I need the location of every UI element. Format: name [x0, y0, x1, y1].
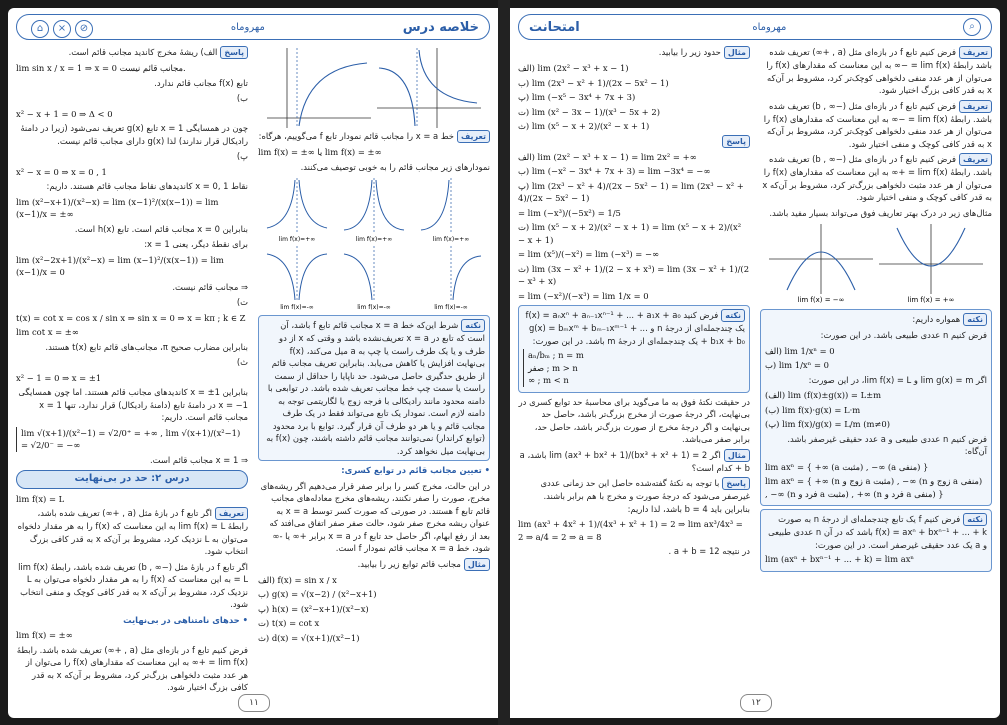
- graph-label-6: lim f(x)=-∞: [433, 304, 468, 311]
- parabola-graphs: [760, 222, 992, 306]
- example-item-4: ت) t(x) = cot x: [258, 618, 320, 628]
- example-text-right: حدود زیر را بیابید.: [658, 47, 721, 57]
- graph-cell-5: [339, 246, 409, 310]
- limit-item-4: ت) lim (x² − 3x − 1)/(x³ − 5x + 2): [518, 106, 660, 117]
- poly-case-2: صفر ; m > n: [528, 362, 578, 373]
- answer-text-11: بنابراین مضارب صحیح π، مجانب‌های قائم تابع t(x) هستند.: [45, 341, 248, 352]
- graph-cell-6: [416, 246, 486, 310]
- answer-text-14: ⇒ x = 1 مجانب قائم است.: [149, 454, 248, 465]
- note-box-right-1: [760, 309, 992, 506]
- example-tag: مثال: [464, 558, 490, 571]
- note-box: [258, 315, 490, 461]
- graph-cell-1: [262, 178, 332, 242]
- note-item-4: (ب) lim f(x)·g(x) = L·m: [765, 404, 861, 415]
- examples-intro: مثال‌های زیر در درک بهتر تعاریف فوق می‌تواند بسیار مفید باشد.: [769, 207, 992, 218]
- definition-math: lim f(x) = ±∞ یا lim f(x) = ±∞: [258, 147, 382, 157]
- graph-cell-3: [416, 178, 486, 242]
- example-text: مجانب قائم توابع زیر را بیابید.: [357, 558, 461, 569]
- note-title-right: همواره داریم:: [912, 314, 961, 324]
- answer-text-9: ⇒ مجانب قائم نیست.: [172, 281, 248, 292]
- lesson-math-2: lim f(x) = ±∞: [16, 630, 73, 640]
- answer-line-2: ب) lim (−x² − 3x⁴ + 7x + 3) = lim −3x⁴ = −∞: [518, 166, 711, 176]
- asymptote-graph-2: [267, 48, 371, 128]
- lesson-math-1: lim f(x) = L: [16, 493, 65, 504]
- example2-tag: مثال: [724, 449, 750, 462]
- poly-case-3: ∞ ; m < n: [528, 375, 569, 385]
- parabola-down-label: lim f(x) = −∞: [797, 296, 845, 304]
- graph-label-3: lim f(x)=+∞: [432, 236, 469, 243]
- note-item-5: (پ) lim f(x)/g(x) = L/m (m≠0): [765, 419, 891, 429]
- left-page-header: [16, 14, 490, 40]
- close-icon[interactable]: ×: [53, 20, 71, 38]
- answer-line-7: ث) lim (3x − x² + 1)/(2 − x + x³) = lim (3x − x² + 1)/(2 − x³ + x): [518, 263, 750, 286]
- lesson-def-text-2: اگر تابع f در بازهٔ مثل (−∞ , b) تعریف شده باشد، رابطهٔ lim f(x) = L به این معناست که f(x) را به هر مقدار دلخواه می‌توان به L نزدیک کرد، مشروط بر آن‌که x به قدر کافی کوچک و منفی انتخاب شود.: [18, 561, 248, 609]
- note2-tag: نکته: [963, 513, 987, 526]
- asymptote-graph-1: [377, 48, 481, 128]
- answer-math-6: t(x) = cot x = cos x / sin x ⇒ sin x = 0 ⇒ x = kπ ; k ∈ Z: [16, 312, 246, 323]
- brand-name: مهروماه: [230, 21, 265, 33]
- example-item-2: ب) g(x) = √(x−2) / (x²−x+1): [258, 589, 377, 599]
- example-item-3: پ) h(x) = (x²−x+1)/(x²−x): [258, 603, 369, 614]
- note-item-3: (الف) lim (f(x)±g(x)) = L±m: [765, 390, 882, 400]
- brand-name-right: مهروماه: [752, 21, 787, 33]
- intro-graphs: [258, 46, 490, 130]
- answer-math-4: lim (x²−x+1)/(x²−x) = lim (x−1)²/(x(x−1)) = lim (x−1)/x = ±∞: [16, 196, 219, 219]
- note-text-right-1: فرض کنیم n عددی طبیعی باشد. در این صورت:: [820, 330, 987, 340]
- note-box-right-2: [760, 509, 992, 572]
- example-item-1: الف) f(x) = sin x / x: [258, 574, 337, 585]
- lesson-def-text: اگر تابع f در بازهٔ مثل (a , +∞) تعریف شده باشد، رابطهٔ lim f(x) = L به این معناست که f(x) را به هر مقدار دلخواه می‌توان به L نزدیک کرد، مشروط بر آن‌که x به قدر کافی بزرگ انتخاب شود.: [17, 508, 248, 556]
- note2-math: lim (axⁿ + bxⁿ⁻¹ + ... + k) = lim axⁿ: [765, 554, 915, 564]
- subheading-infinite: • حدهای نامتناهی در بی‌نهایت: [123, 614, 248, 625]
- header-icons: [27, 16, 93, 38]
- def-text-3: فرض کنیم تابع f در بازه‌ای مثل (−∞ , b) تعریف شده باشد. رابطهٔ lim f(x) = +∞ به این معناست که مقدارهای f(x) را می‌توان از هر عدد مثبت دلخواهی بزرگ‌تر کرد، مشروط بر آن‌که x به قدر کافی کوچک و منفی اختیار شود.: [762, 154, 992, 202]
- def-text-1: فرض کنیم تابع f در بازه‌ای مثل (a , +∞) تعریف شده باشد رابطهٔ lim f(x) = −∞ به این معناست که مقدارهای f(x) را می‌توان از هر عدد منفی دلخواهی کوچک‌تر کرد، مشروط بر آن‌که x به قدر کافی بزرگ اختیار شود.: [766, 47, 992, 95]
- answer-tag-right: پاسخ: [722, 135, 750, 148]
- answer-text-2: تابع f(x) مجانب قائم ندارد.: [154, 77, 248, 88]
- lesson-def-text-3: فرض کنیم تابع f در بازه‌ای مثل (a , +∞) تعریف شده باشد. رابطهٔ lim f(x) = +∞ به این معناست که مقدارهای f(x) را می‌توان از هر عدد مثبت دلخواهی بزرگ‌تر کرد، مشروط بر آن‌که x به قدر کافی بزرگ اختیار شود.: [16, 644, 248, 692]
- answer2-math: lim (ax³ + 4x² + 1)/(4x³ + x² + 1) = 2 ⇒ lim ax³/4x³ = 2 ⇒ a/4 = 2 ⇒ a = 8: [518, 519, 743, 542]
- answer-line-6: = lim (x⁵)/(−x²) = lim (−x³) = −∞: [518, 249, 659, 259]
- definition-tag: تعریف: [457, 130, 490, 143]
- graph-cell-4: [262, 246, 332, 310]
- lesson-title-bar: درس ۲: حد در بی‌نهایت: [16, 470, 248, 489]
- def-text-2: فرض کنیم تابع f در بازه‌ای مثل (−∞ , b) تعریف شده باشد. رابطهٔ lim f(x) = −∞ به این معناست که مقدارهای f(x) را می‌توان از هر عدد منفی دلخواهی کوچک‌تر کرد، مشروط بر آن‌که x به قدر کافی کوچک و منفی اختیار شود.: [763, 100, 992, 149]
- parabola-down-graph: [769, 224, 873, 304]
- example-item-5: ث) d(x) = √(x+1)/(x²−1): [258, 632, 360, 643]
- note-text: شرط این‌که خط x = a مجانب قائم تابع f باشد، آن است که تابع در x = a تعریف‌نشده باشد و وقتی که x از دو طرف و یا یک طرف راست یا چپ به a میل می‌کند، f(x) بی‌نهایت افزایش یا کاهش می‌یابد. بنابراین تعریف مجانب قائم از طریق حدگیری حاصل می‌شود. حد ناپایا را حداقل از سمت راست یا سمت چپ خط مجانب تعریف شده باشد. در توابعی با دامنه محدود مانند رادیکالی با فرجه زوج یا لگاریتمی توجه به دامنه لازم است. نمودار یک تابع می‌تواند فقط در یک طرف مجانب قائم و یا هر دو طرف آن قرار گیرد. توابع با برد محدود (توابع کراندار) نمی‌توانند مجانب قائم داشته باشند، چون f(x) به بی‌نهایت میل نخواهد کرد.: [266, 320, 485, 456]
- search-icon[interactable]: ⌕: [963, 18, 981, 36]
- right-page-header: [518, 14, 992, 40]
- poly-note-tag: نکته: [721, 309, 745, 322]
- answer2-final: در نتیجه a + b = 12 .: [668, 546, 750, 556]
- note-text-right-3: فرض کنیم n عددی طبیعی و a عدد حقیقی غیرصفر باشد. آن‌گاه:: [787, 433, 987, 456]
- answer-text-6: نقاط x = 0, 1 کاندیدهای نقاط مجانب قائم هستند. داریم:: [46, 181, 248, 191]
- limit-item-2: ب) lim (2x³ − x² + 1)/(2x − 5x² − 1): [518, 77, 669, 88]
- answer2-tag: پاسخ: [722, 477, 750, 490]
- limit-item-5: ث) lim (x⁵ − x + 2)/(x² − x + 1): [518, 121, 650, 131]
- answer-math-1: lim sin x / x = 1 ⇒ x = 0 مجانب قائم نیست.: [16, 63, 186, 73]
- page-section-title: خلاصه درس: [402, 19, 479, 35]
- answer-line-8: = lim (−x²)/(−x³) = lim 1/x = 0: [518, 290, 649, 301]
- rational-text: در این حالت، مخرج کسر را برابر صفر قرار می‌دهیم اگر ریشه‌های مخرج، صورت را صفر نکنند، ریشه‌های مخرج معادله‌های مجانب قائم تابع f هستند. در صورتی که صورت کسر توسط x = a به عنوان ریشه مخرج صفر شود، حالت صفر صفر اتفاق می‌افتد که بعد از رفع ابهام، اگر حاصل حد تابع f در x = a برابر +∞ یا -∞ شود، خط x = a مجانب قائم نمودار f است.: [260, 480, 490, 553]
- answer-text-8: برای نقطهٔ دیگر، یعنی x = 1:: [144, 239, 248, 249]
- example2-text: اگر lim (ax³ + bx² + 1)/(bx³ + x² + 1) = 2 باشد، a + b کدام است؟: [519, 449, 750, 473]
- lesson-def-tag: تعریف: [215, 507, 248, 520]
- parabola-up-graph: [879, 224, 983, 304]
- answer-math-3: x² − x = 0 ⇒ x = 0 , 1: [16, 166, 107, 177]
- left-page: [8, 8, 498, 718]
- answer-text-10: ت): [236, 297, 248, 307]
- answer-text-7: بنابراین x = 0 مجانب قائم است. تابع h(x) است.: [74, 223, 248, 234]
- note-math-right-2: lim axⁿ = { +∞ (n زوج و a مثبت) , −∞ (n زوج و a منفی) , −∞ (n فرد و a مثبت) , +∞ (n فرد و a منفی) }: [765, 476, 983, 499]
- left-page-left-column: [16, 46, 248, 692]
- answer-line-3: پ) lim (2x³ − x² + 4)/(2x − 5x² − 1) = lim (2x³ − x² + 4)/(2x − 5x² − 1): [518, 180, 744, 203]
- answer-text-1: الف) ریشهٔ مخرج کاندید مجانب قائم است.: [68, 47, 218, 57]
- def-tag-2: تعریف: [959, 100, 992, 113]
- answer-line-4: = lim (−x³)/(−5x²) = 1/5: [518, 207, 621, 218]
- limit-item-3: پ) lim (−x⁵ − 3x⁴ + 7x + 3): [518, 92, 636, 102]
- page-number-left: ۱۱: [238, 694, 270, 712]
- answer-text-5: پ): [236, 151, 248, 161]
- book-spine: [498, 0, 510, 725]
- answer2-text: با توجه به نکتهٔ گفته‌شده حاصل این حد زمانی عددی غیرصفر می‌شود که درجهٔ صورت و مخرج با هم برابر باشند. بنابراین باید b = 4 باشد، لذا داریم:: [540, 478, 750, 514]
- header-page-title: امتحانت: [529, 19, 580, 35]
- answer-math-9: lim √(x+1)/(x²−1) = √2/0⁺ = +∞ , lim √(x+1)/(x²−1) = √2/0⁻ = −∞: [16, 427, 248, 452]
- def-tag-1: تعریف: [959, 46, 992, 59]
- left-page-right-column: [258, 46, 490, 666]
- answer-math-8: x² − 1 = 0 ⇒ x = ±1: [16, 372, 102, 383]
- six-graphs: [258, 176, 490, 312]
- answer-tag: پاسخ: [220, 46, 248, 59]
- cancel-icon[interactable]: ⊘: [75, 20, 93, 38]
- poly-note-text-2: در حقیقت نکتهٔ فوق به ما می‌گوید برای محاسبهٔ حد توابع کسری در بی‌نهایت، اگر درجهٔ صورت از مخرج بزرگ‌تر باشد، حاصل حد بی‌نهایت و اگر درجهٔ مخرج از صورت بزرگ‌تر باشد، حاصل حد، برابر صفر می‌باشد.: [518, 396, 750, 444]
- definition-text: خط x = a را مجانب قائم نمودار تابع f می‌گوییم، هرگاه:: [258, 131, 454, 141]
- graphs-intro-text: نمودارهای زیر مجانب قائم را به خوبی توصیف می‌کنند.: [300, 161, 490, 172]
- graph-cell-2: [339, 178, 409, 242]
- poly-note-box: [518, 305, 750, 393]
- right-page-left-column: [518, 46, 750, 666]
- answer-math-7: lim cot x = ±∞: [16, 327, 79, 337]
- note-text-right-2: اگر lim g(x) = m و lim f(x) = L، در این صورت:: [808, 374, 987, 385]
- graph-label-1: lim f(x)=+∞: [279, 236, 316, 243]
- note-tag-right: نکته: [963, 313, 987, 326]
- note-tag: نکته: [461, 319, 485, 332]
- note2-text: فرض کنیم f یک تابع چندجمله‌ای از درجهٔ n به صورت f(x) = axⁿ + bxⁿ⁻¹ + ... + k باشد که در آن n عددی طبیعی و a یک عدد حقیقی غیرصفر است. در این صورت:: [768, 514, 987, 550]
- page-number-right: ۱۲: [740, 694, 772, 712]
- subheading-rational: • تعیین مجانب قائم در توابع کسری:: [341, 465, 490, 475]
- answer-text-12: ث): [236, 357, 248, 367]
- answer-line-1: الف) lim (2x² − x³ + x − 1) = lim 2x² = +∞: [518, 151, 697, 162]
- note-item-1: الف) lim 1/xⁿ = 0: [765, 345, 835, 356]
- note-math-right-1: lim axⁿ = { +∞ (a مثبت) , −∞ (a منفی) }: [765, 461, 929, 472]
- answer-text-4: چون در همسایگی x = 1 تابع g(x) تعریف نمی‌شود (زیرا در دامنهٔ رادیکال قرار ندارند) لذا g(x) دارای مجانب قائم نیست.: [20, 123, 248, 146]
- example-tag-right: مثال: [724, 46, 750, 59]
- answer-text-3: ب): [236, 93, 248, 103]
- def-tag-3: تعریف: [959, 153, 992, 166]
- answer-math-5: lim (x²−2x+1)/(x²−x) = lim (x−1)²/(x(x−1)) = lim (x−1)/x = 0: [16, 254, 224, 277]
- poly-note-cases: [523, 349, 745, 387]
- poly-case-1: aₙ/bₘ ; n = m: [528, 350, 584, 360]
- answer-text-13: بنابراین x = ±1 کاندیدهای مجانب قائم هستند. اما چون همسایگی x = −1 در دامنهٔ تابع (دامنهٔ رادیکال) قرار ندارد، تنها x = 1 مجانب قائم است. داریم:: [18, 387, 248, 422]
- graph-label-4: lim f(x)=-∞: [280, 304, 315, 311]
- graph-label-5: lim f(x)=-∞: [357, 304, 391, 311]
- right-page-right-column: [760, 46, 992, 666]
- parabola-up-label: lim f(x) = +∞: [907, 296, 955, 304]
- answer-line-5: ت) lim (x⁵ − x + 2)/(x² − x + 1) = lim (x⁵ − x + 2)/(x² − x + 1): [518, 222, 742, 245]
- poly-note-text: فرض کنید f(x) = aₙxⁿ + aₙ₋₁xⁿ⁻¹ + ... + a₁x + a₀ یک چندجمله‌ای از درجهٔ n و g(x) = bₘxᵐ + bₘ₋₁xᵐ⁻¹ + ... + b₁x + b₀ یک چندجمله‌ای از درجهٔ m باشد. در این صورت:: [525, 310, 745, 346]
- limit-item-1: الف) lim (2x² − x³ + x − 1): [518, 63, 629, 73]
- home-icon[interactable]: ⌂: [31, 20, 49, 38]
- right-page: [510, 8, 1000, 718]
- graph-label-2: lim f(x)=+∞: [355, 236, 393, 243]
- answer-math-2: x² − x + 1 = 0 ⇒ Δ < 0: [16, 108, 113, 119]
- note-item-2: ب) lim 1/xⁿ = 0: [765, 360, 829, 370]
